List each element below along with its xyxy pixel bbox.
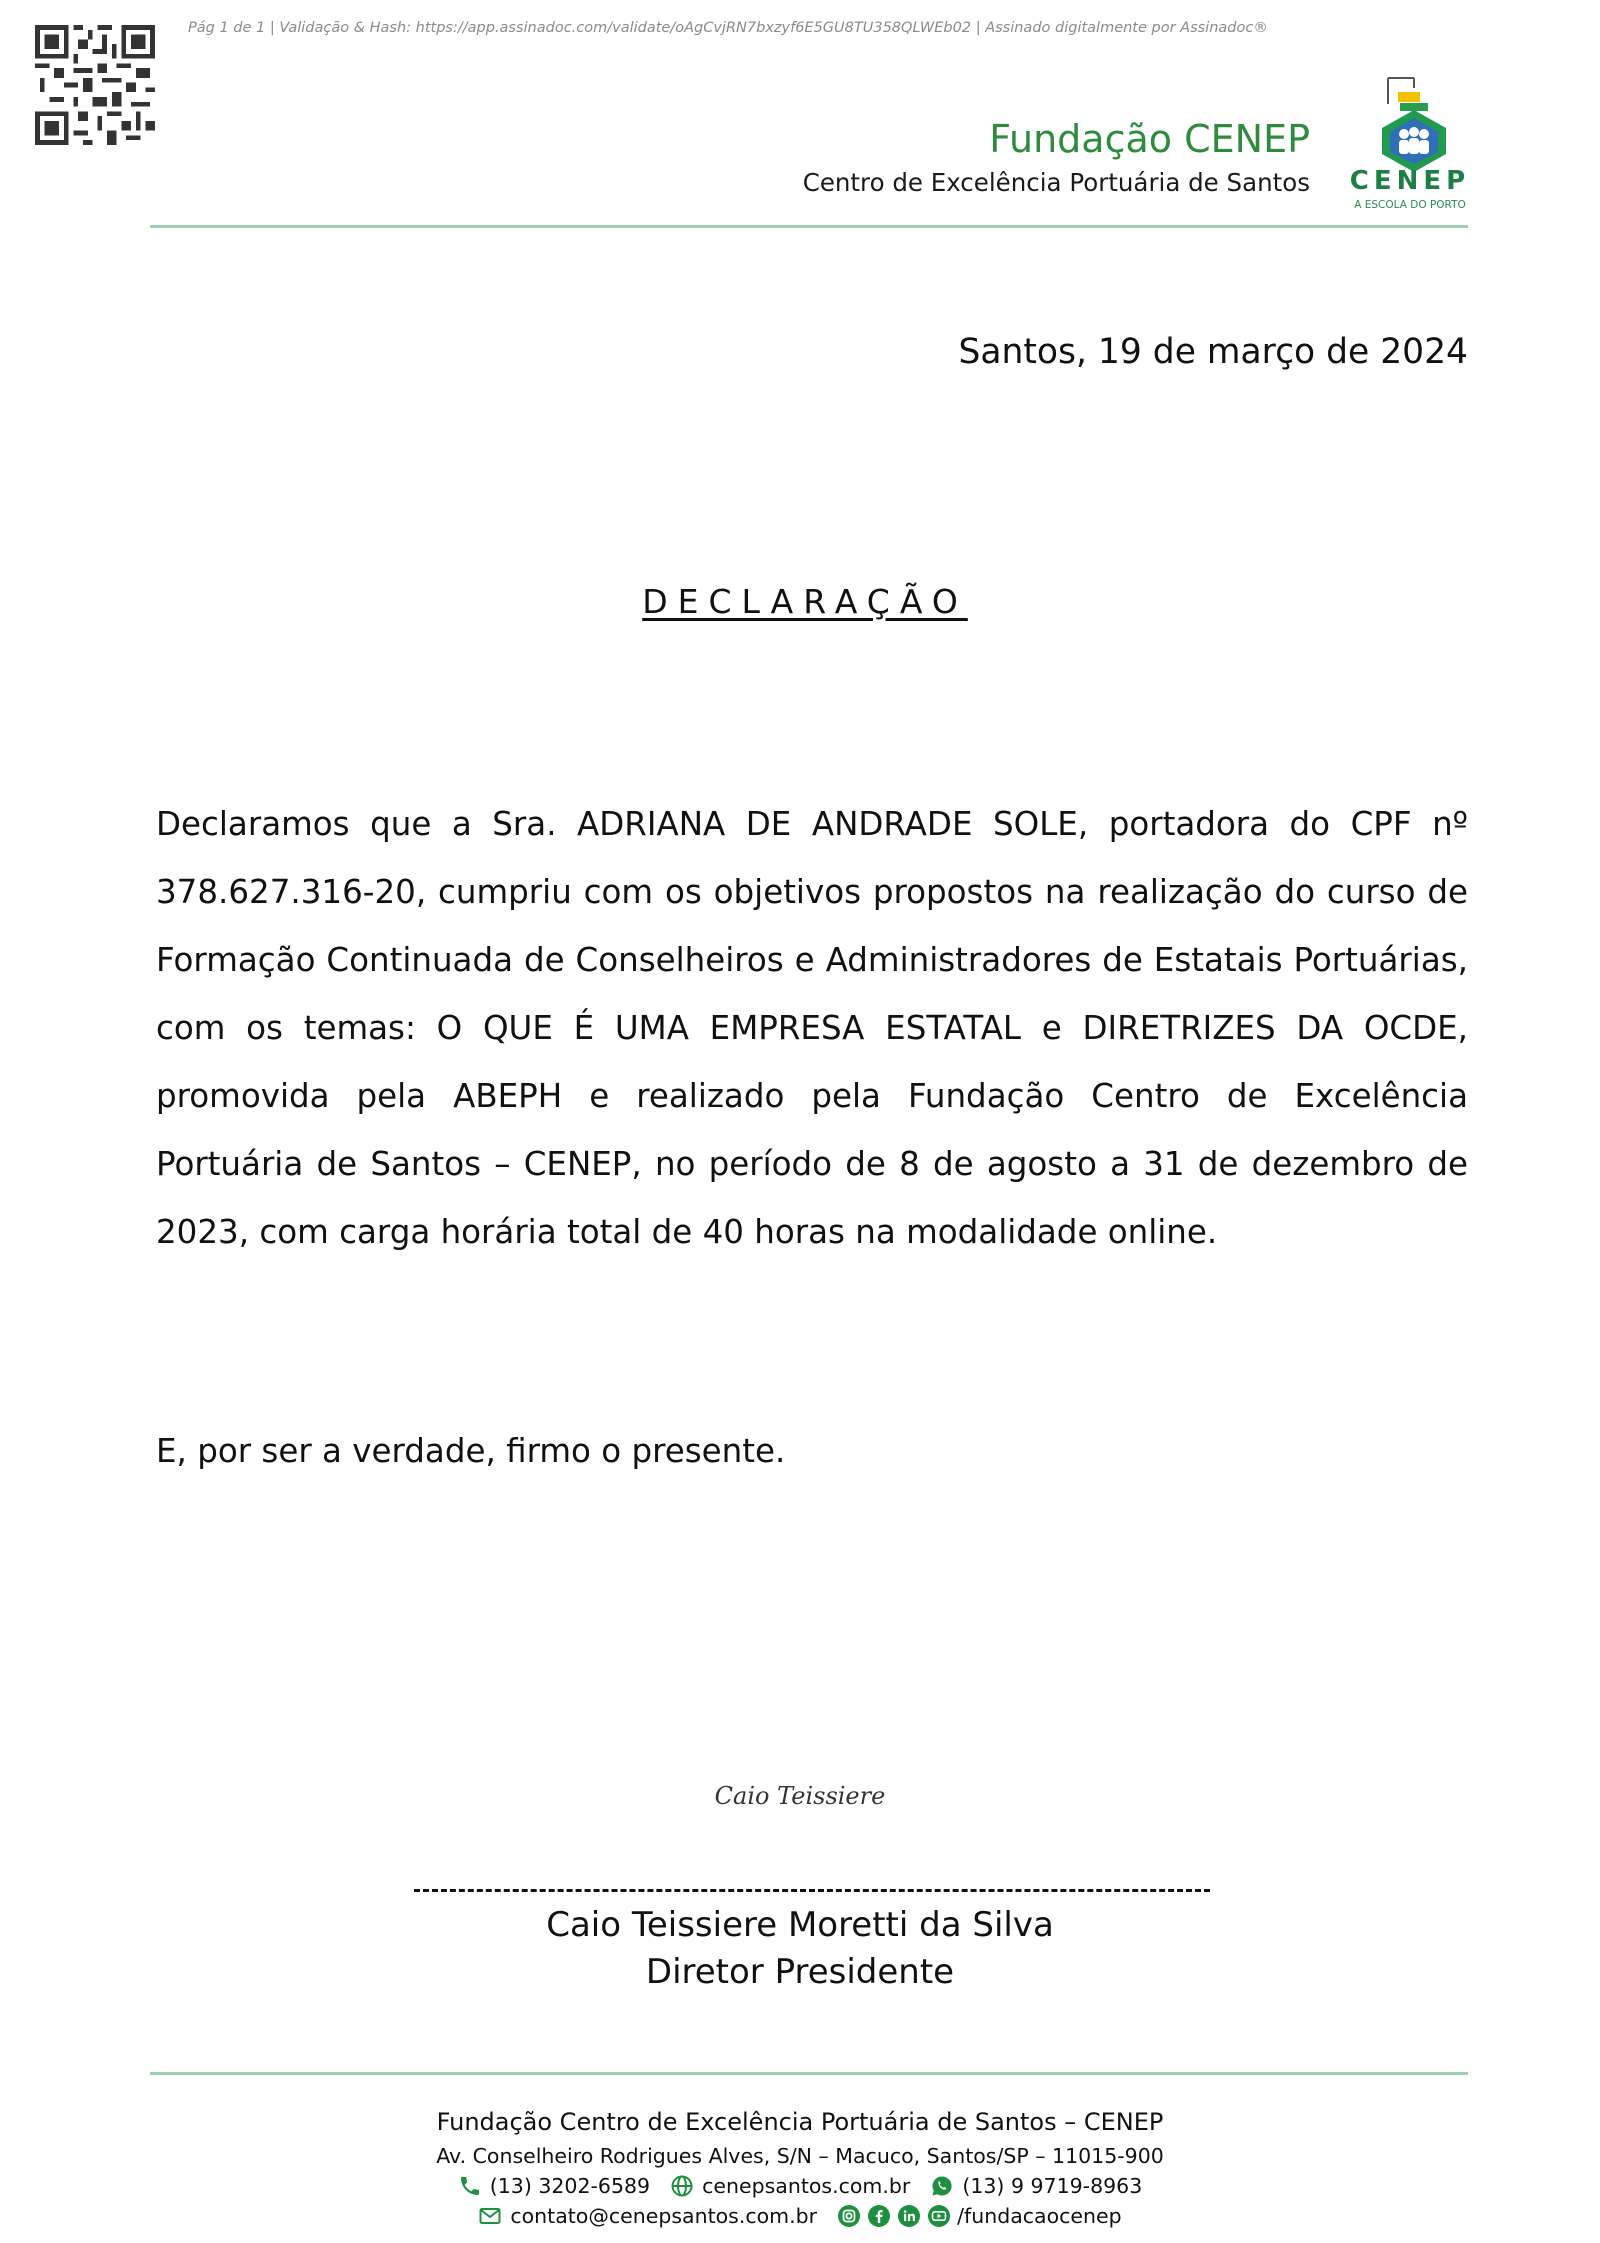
document-date: Santos, 19 de março de 2024 bbox=[958, 332, 1468, 372]
logo-wordmark: CENEP bbox=[1349, 166, 1471, 196]
whatsapp-icon bbox=[930, 2174, 954, 2198]
footer-whatsapp-text: (13) 9 9719-8963 bbox=[962, 2174, 1143, 2198]
validation-hash-text: Pág 1 de 1 | Validação & Hash: https://app.assinadoc.com/validate/oAgCvjRN7bxzyf6E5GU8TU358QLWEb02 | Assinado digitalmente por Assinadoc® bbox=[188, 20, 1268, 36]
footer-whatsapp[interactable] bbox=[930, 2174, 1142, 2198]
footer-address: Av. Conselheiro Rodrigues Alves, S/N – Macuco, Santos/SP – 11015-900 bbox=[436, 2144, 1164, 2168]
document-title-text: DECLARAÇÃO bbox=[642, 582, 968, 621]
handwritten-signature: Caio Teissiere bbox=[714, 1782, 886, 1810]
logo-tagline: A ESCOLA DO PORTO bbox=[1354, 199, 1466, 211]
footer-org-name: Fundação Centro de Excelência Portuária de Santos – CENEP bbox=[436, 2108, 1164, 2136]
footer-phone-text: (13) 3202-6589 bbox=[489, 2174, 651, 2198]
org-name: Fundação CENEP bbox=[989, 117, 1310, 161]
header-divider bbox=[150, 225, 1468, 228]
document-title bbox=[0, 582, 1600, 621]
footer-contact-row-2 bbox=[0, 2204, 1600, 2228]
footer-divider bbox=[150, 2072, 1468, 2075]
phone-icon bbox=[458, 2174, 482, 2198]
footer-email-text: contato@cenepsantos.com.br bbox=[510, 2204, 818, 2228]
declaration-body: Declaramos que a Sra. ADRIANA DE ANDRADE SOLE, portadora do CPF nº 378.627.316-20, cumpriu com os objetivos propostos na realização do curso de Formação Continuada de Conselheiros e Administradores de Estatais Portuárias, com os temas: O QUE É UMA EMPRESA ESTATAL e DIRETRIZES DA OCDE, promovida pela ABEPH e realizado pela Fundação Centro de Excelência Portuária de Santos – CENEP, no período de 8 de agosto a 31 de dezembro de 2023, com carga horária total de 40 horas na modalidade online. bbox=[156, 805, 1468, 1251]
signature-line bbox=[414, 1889, 1210, 1896]
signer-name: Caio Teissiere Moretti da Silva bbox=[546, 1905, 1054, 1945]
footer-website[interactable] bbox=[670, 2174, 910, 2198]
mail-icon bbox=[478, 2204, 502, 2228]
closing-sentence: E, por ser a verdade, firmo o presente. bbox=[156, 1432, 786, 1470]
youtube-icon bbox=[927, 2204, 951, 2228]
globe-icon bbox=[670, 2174, 694, 2198]
instagram-icon bbox=[837, 2204, 861, 2228]
linkedin-icon bbox=[897, 2204, 921, 2228]
qr-code bbox=[33, 25, 157, 145]
footer-email[interactable] bbox=[478, 2204, 817, 2228]
org-subtitle: Centro de Excelência Portuária de Santos bbox=[802, 168, 1310, 197]
footer-social[interactable] bbox=[837, 2204, 1122, 2228]
facebook-icon bbox=[867, 2204, 891, 2228]
footer-website-text: cenepsantos.com.br bbox=[702, 2174, 911, 2198]
footer-social-handle: /fundacaocenep bbox=[957, 2204, 1122, 2228]
footer-contact-row-1 bbox=[0, 2174, 1600, 2198]
footer-phone[interactable] bbox=[458, 2174, 650, 2198]
signer-role: Diretor Presidente bbox=[645, 1952, 955, 1992]
